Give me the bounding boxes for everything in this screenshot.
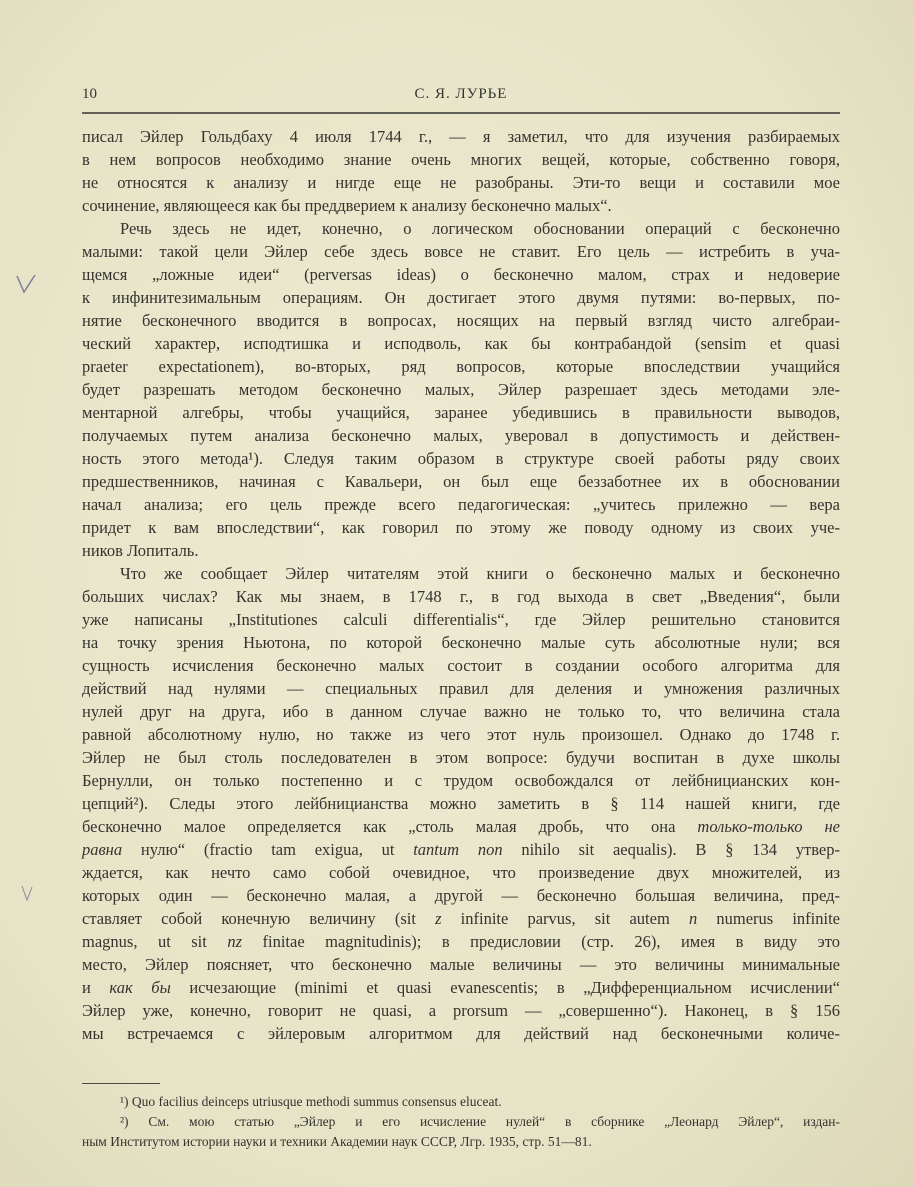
text-line — [82, 286, 840, 309]
footnote-rule — [82, 1083, 160, 1084]
text-line — [82, 654, 840, 677]
text-segment: нятие бесконечного вводится в вопросах, носящих на первый взгляд чисто алгебраи- — [82, 311, 840, 330]
text-segment: Эйлер уже, конечно, говорит не quasi, а prorsum — „совершенно“). Наконец, в § 156 — [82, 1001, 840, 1020]
body-text — [82, 125, 840, 1045]
text-segment: ников Лопиталь. — [82, 541, 199, 560]
text-line — [82, 148, 840, 171]
footnotes — [82, 1092, 840, 1152]
text-line — [82, 723, 840, 746]
text-line — [82, 746, 840, 769]
text-line — [82, 907, 840, 930]
text-line — [82, 861, 840, 884]
text-segment: уже написаны „Institutiones calculi differentialis“, где Эйлер решительно становится — [82, 610, 840, 629]
text-line — [82, 930, 840, 953]
text-line — [82, 424, 840, 447]
text-segment: нулю“ (fractio tam exigua, ut — [122, 840, 414, 859]
text-line — [82, 401, 840, 424]
footnote-1: ¹) Quo facilius deinceps utriusque methodi summus consensus eluceat. — [120, 1094, 502, 1109]
text-line — [82, 585, 840, 608]
text-segment: цепций²). Следы этого лейбницианства можно заметить в § 114 нашей книги, где — [82, 794, 840, 813]
italic-text: tantum non — [413, 840, 503, 859]
footnote-2: ²) См. мою статью „Эйлер и его исчисление нулей“ в сборнике „Леонард Эйлер“, издан- — [120, 1114, 840, 1129]
text-line — [82, 309, 840, 332]
text-segment: действий над нулями — специальных правил для деления и умножения различных — [82, 679, 840, 698]
text-line — [82, 999, 840, 1022]
text-segment: которых один — бесконечно малая, а другой — бесконечно большая величина, пред- — [82, 886, 840, 905]
text-segment: Бернулли, он только постепенно и с трудом освобождался от лейбницианских кон- — [82, 771, 840, 790]
text-line — [82, 355, 840, 378]
text-segment: равной абсолютному нулю, но также из чего этот нуль произошел. Однако до 1748 г. — [82, 725, 840, 744]
text-segment: в нем вопросов необходимо знание очень многих вещей, которые, собственно говоря, — [82, 150, 840, 169]
text-line — [82, 700, 840, 723]
text-segment: будет разрешать методом бесконечно малых, Эйлер разрешает здесь методами эле- — [82, 380, 840, 399]
italic-text: n — [688, 909, 698, 928]
text-line — [82, 470, 840, 493]
text-line — [82, 378, 840, 401]
italic-text: nz — [227, 932, 243, 951]
text-line — [82, 608, 840, 631]
text-segment: исчезающие (minimi et quasi evanescentis; в „Дифференциальном исчислении“ — [170, 978, 840, 997]
text-segment: ставляет собой конечную величину (sit — [82, 909, 436, 928]
italic-text: только-только не — [697, 817, 840, 836]
italic-text: z — [435, 909, 442, 928]
text-line — [82, 976, 840, 999]
text-line — [82, 332, 840, 355]
footnote-2-continued: ным Институтом истории науки и техники Академии наук СССР, Лгр. 1935, стр. 51—81. — [82, 1134, 592, 1149]
text-line — [82, 217, 840, 240]
text-segment: к инфинитезимальным операциям. Он достигает этого двумя путями: во-первых, по- — [82, 288, 840, 307]
text-line — [82, 769, 840, 792]
text-segment: сочинение, являющееся как бы преддверием к анализу бесконечно малых“. — [82, 196, 612, 215]
text-line — [82, 240, 840, 263]
text-line — [82, 171, 840, 194]
text-segment: numerus infinite — [697, 909, 840, 928]
text-segment: не относятся к анализу и нигде еще не разобраны. Эти-то вещи и составили мое — [82, 173, 840, 192]
header-rule — [82, 112, 840, 114]
text-segment: infinite parvus, sit autem — [441, 909, 689, 928]
text-segment: мы встречаемся с эйлеровым алгоритмом для действий над бесконечными количе- — [82, 1024, 840, 1043]
text-line — [82, 125, 840, 148]
italic-text: равна — [82, 840, 123, 859]
text-segment: предшественников, начиная с Кавальери, он был еще беззаботнее их в обосновании — [82, 472, 840, 491]
text-segment: Эйлер не был столь последователен в этом вопросе: будучи воспитан в духе школы — [82, 748, 840, 767]
text-line — [82, 562, 840, 585]
text-segment: ность этого метода¹). Следуя таким образом в структуре своей работы ряду своих — [82, 449, 840, 468]
text-segment: ментарной алгебры, чтобы учащийся, заранее убедившись в правильности выводов, — [82, 403, 840, 422]
text-segment: писал Эйлер Гольдбаху 4 июля 1744 г., — я заметил, что для изучения разбираемых — [82, 127, 840, 146]
text-line — [82, 631, 840, 654]
page-number: 10 — [82, 86, 97, 102]
text-segment: и — [82, 978, 110, 997]
text-segment: больших числах? Как мы знаем, в 1748 г., в год выхода в свет „Введения“, были — [82, 587, 840, 606]
text-line — [82, 263, 840, 286]
text-segment: Что же сообщает Эйлер читателям этой книги о бесконечно малых и бесконечно — [120, 564, 840, 583]
text-segment: ждается, как нечто само собой очевидное, что произведение двух множителей, из — [82, 863, 840, 882]
pencil-check-mark-icon — [14, 272, 38, 296]
text-segment: Речь здесь не идет, конечно, о логическом обосновании операций с бесконечно — [120, 219, 840, 238]
text-segment: finitae magnitudinis); в предисловии (стр. 26), имея в виду это — [242, 932, 840, 951]
text-segment: бесконечно малое определяется как „столь малая дробь, что она — [82, 817, 698, 836]
text-segment: на точку зрения Ньютона, по которой бесконечно малые суть абсолютные нули; вся — [82, 633, 840, 652]
text-line — [82, 884, 840, 907]
text-line — [82, 815, 840, 838]
italic-text: как бы — [109, 978, 171, 997]
text-line — [82, 493, 840, 516]
text-segment: придет к вам впоследствии“, как говорил по этому же поводу одному из своих уче- — [82, 518, 840, 537]
text-segment: сущность исчисления бесконечно малых состоит в создании особого алгоритма для — [82, 656, 840, 675]
text-segment: magnus, ut sit — [82, 932, 228, 951]
text-segment: место, Эйлер поясняет, что бесконечно малые величины — это величины минимальные — [82, 955, 840, 974]
text-segment: praeter expectationem), во-вторых, ряд вопросов, которые впоследствии учащийся — [82, 357, 840, 376]
text-line — [82, 792, 840, 815]
text-segment: начал анализа; его цель прежде всего педагогическая: „учитесь прилежно — вера — [82, 495, 840, 514]
text-segment: получаемых путем анализа бесконечно малых, уверовал в допустимость и действен- — [82, 426, 840, 445]
pencil-check-mark-icon — [20, 884, 34, 902]
text-line — [82, 838, 840, 861]
text-line — [82, 1022, 840, 1045]
text-segment: ческий характер, исподтишка и исподволь, как бы контрабандой (sensim et quasi — [82, 334, 840, 353]
text-segment: нулей друг на друга, ибо в данном случае важно не только то, что величина стала — [82, 702, 840, 721]
text-line — [82, 447, 840, 470]
text-line — [82, 516, 840, 539]
page-header — [82, 86, 840, 106]
text-line — [82, 677, 840, 700]
text-segment: щемся „ложные идеи“ (perversas ideas) о бесконечно малом, страх и недоверие — [82, 265, 840, 284]
text-line — [82, 194, 840, 217]
text-line — [82, 953, 840, 976]
text-segment: nihilo sit aequalis). В § 134 утвер- — [502, 840, 840, 859]
running-head: С. Я. ЛУРЬЕ — [414, 86, 508, 102]
text-segment: малыми: такой цели Эйлер себе здесь вовсе не ставит. Его цель — истребить в уча- — [82, 242, 840, 261]
text-line — [82, 539, 840, 562]
